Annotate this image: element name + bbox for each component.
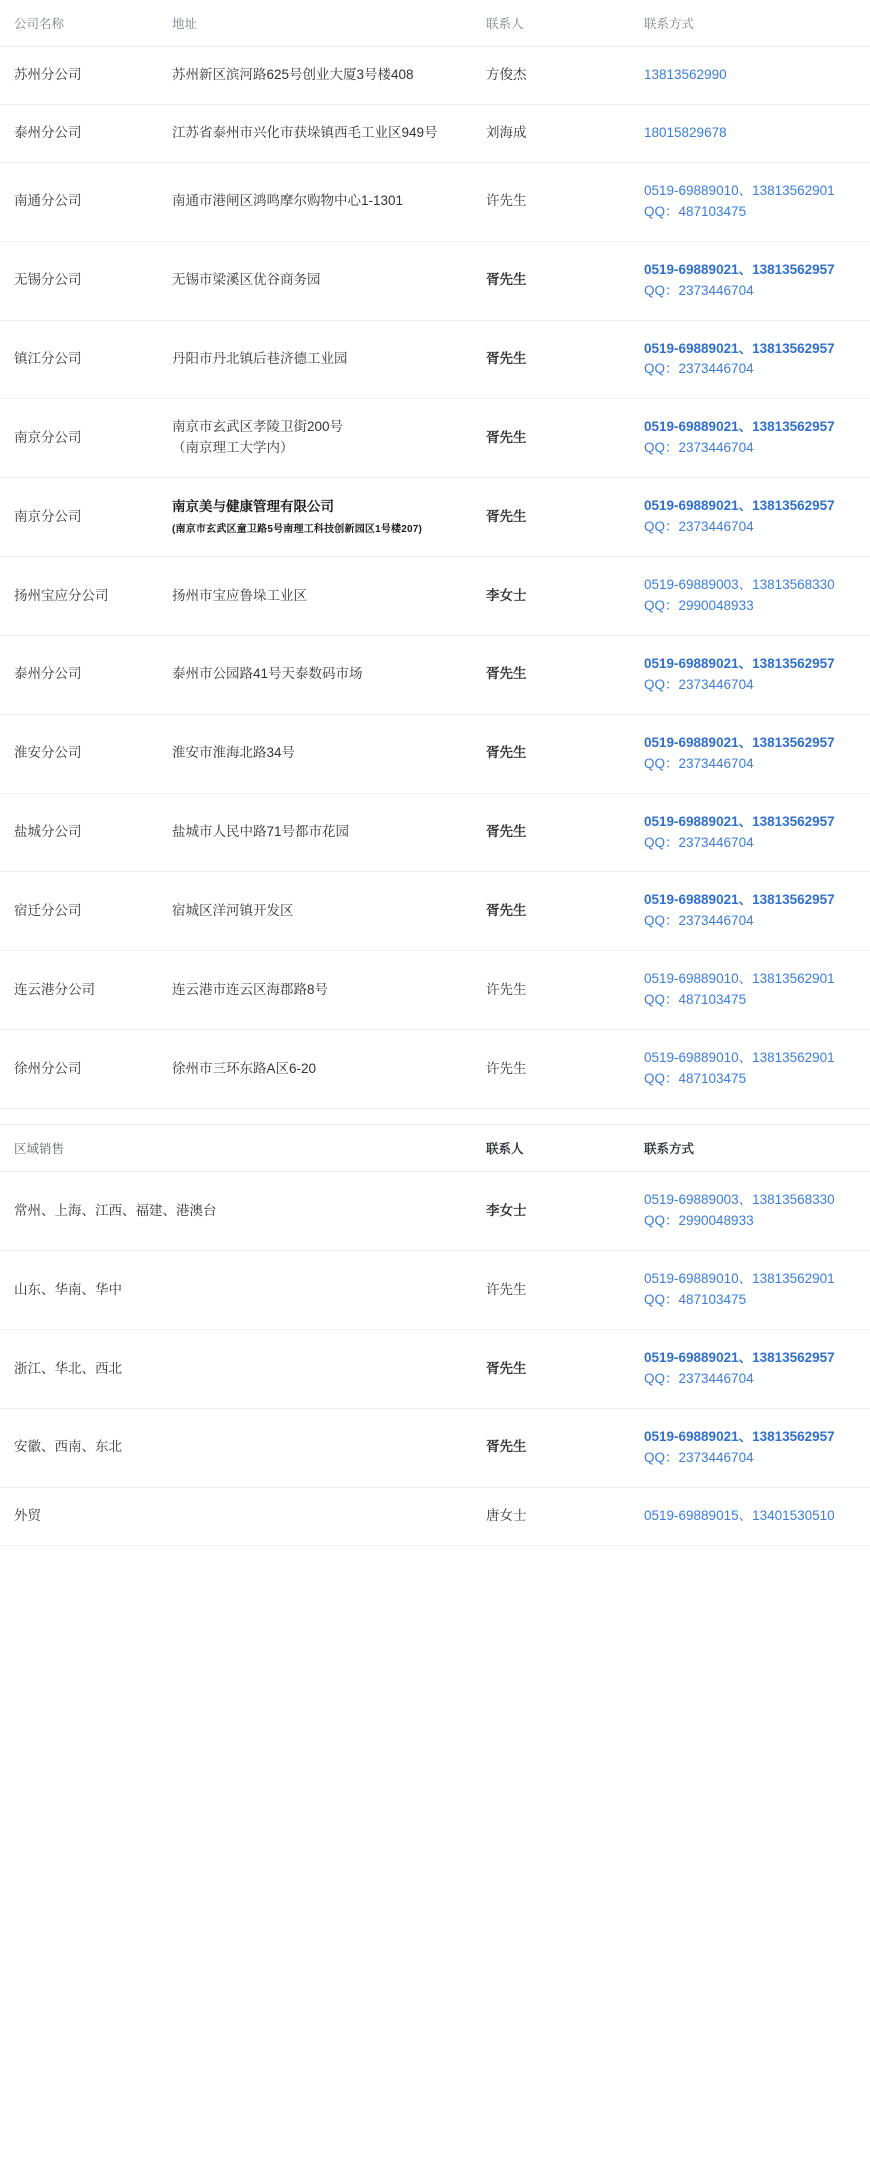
branch-table-body — [0, 47, 870, 1109]
contact-person: 许先生 — [474, 162, 632, 241]
table-row — [0, 714, 870, 793]
company-name: 泰州分公司 — [0, 635, 158, 714]
contact-person: 胥先生 — [474, 635, 632, 714]
company-address: 苏州新区滨河路625号创业大厦3号楼408 — [158, 47, 474, 105]
phone-numbers[interactable]: 0519-69889021、13813562957 — [644, 498, 835, 514]
contact-info[interactable] — [632, 635, 870, 714]
qq-number[interactable]: QQ：2373446704 — [644, 913, 754, 929]
phone-numbers[interactable]: 0519-69889003、13813568330 — [644, 577, 835, 593]
phone-numbers[interactable]: 0519-69889010、13813562901 — [644, 1050, 835, 1066]
contact-info[interactable] — [632, 1409, 870, 1488]
company-name: 连云港分公司 — [0, 951, 158, 1030]
contact-person: 方俊杰 — [474, 47, 632, 105]
company-name: 镇江分公司 — [0, 320, 158, 399]
company-name: 无锡分公司 — [0, 241, 158, 320]
header-region: 区域销售 — [0, 1125, 474, 1172]
phone-numbers[interactable]: 0519-69889021、13813562957 — [644, 340, 835, 356]
table-row — [0, 635, 870, 714]
company-address: 泰州市公园路41号天泰数码市场 — [158, 635, 474, 714]
phone-numbers[interactable]: 0519-69889021、13813562957 — [644, 261, 835, 277]
qq-number[interactable]: QQ：2373446704 — [644, 1371, 754, 1387]
address-line-2: （南京理工大学内） — [172, 440, 294, 456]
qq-number[interactable]: QQ：2373446704 — [644, 282, 754, 298]
contact-info[interactable] — [632, 714, 870, 793]
company-name: 南京分公司 — [0, 478, 158, 557]
contact-info[interactable] — [632, 399, 870, 478]
phone-numbers[interactable]: 0519-69889010、13813562901 — [644, 182, 835, 198]
table-row — [0, 478, 870, 557]
phone-numbers[interactable]: 0519-69889021、13813562957 — [644, 734, 835, 750]
qq-number[interactable]: QQ：2373446704 — [644, 1449, 754, 1465]
contact-person: 胥先生 — [474, 1409, 632, 1488]
header-address: 地址 — [158, 0, 474, 47]
contact-person: 许先生 — [474, 1030, 632, 1109]
contact-person: 胥先生 — [474, 320, 632, 399]
region-name: 常州、上海、江西、福建、港澳台 — [0, 1172, 474, 1251]
phone-numbers[interactable]: 0519-69889021、13813562957 — [644, 419, 835, 435]
contact-info[interactable] — [632, 951, 870, 1030]
table-row — [0, 47, 870, 105]
company-name: 徐州分公司 — [0, 1030, 158, 1109]
qq-number[interactable]: QQ：487103475 — [644, 992, 747, 1008]
region-table-body — [0, 1172, 870, 1545]
company-name: 淮安分公司 — [0, 714, 158, 793]
contact-info[interactable] — [632, 1487, 870, 1545]
qq-number[interactable]: QQ：487103475 — [644, 203, 747, 219]
phone-numbers[interactable]: 18015829678 — [644, 124, 727, 140]
header-company: 公司名称 — [0, 0, 158, 47]
contact-person: 李女士 — [474, 557, 632, 636]
phone-numbers[interactable]: 0519-69889021、13813562957 — [644, 655, 835, 671]
table-row — [0, 1251, 870, 1330]
table-row — [0, 320, 870, 399]
table-row — [0, 951, 870, 1030]
contact-person: 胥先生 — [474, 399, 632, 478]
qq-number[interactable]: QQ：487103475 — [644, 1292, 747, 1308]
table-row — [0, 557, 870, 636]
company-address: 无锡市梁溪区优谷商务园 — [158, 241, 474, 320]
contact-info[interactable] — [632, 47, 870, 105]
region-name: 外贸 — [0, 1487, 474, 1545]
company-address: 盐城市人民中路71号都市花园 — [158, 793, 474, 872]
section-gap-cell — [0, 1109, 870, 1125]
table-row — [0, 241, 870, 320]
table-row — [0, 162, 870, 241]
table-row — [0, 1030, 870, 1109]
qq-number[interactable]: QQ：2373446704 — [644, 440, 754, 456]
header-contact: 联系方式 — [632, 0, 870, 47]
contact-info[interactable] — [632, 320, 870, 399]
company-name: 盐城分公司 — [0, 793, 158, 872]
contact-person: 胥先生 — [474, 872, 632, 951]
company-address: 徐州市三环东路A区6-20 — [158, 1030, 474, 1109]
contact-person: 刘海成 — [474, 104, 632, 162]
table-row — [0, 1487, 870, 1545]
region-name: 安徽、西南、东北 — [0, 1409, 474, 1488]
company-name: 宿迁分公司 — [0, 872, 158, 951]
branch-table-header-row — [0, 0, 870, 47]
header-person: 联系人 — [474, 0, 632, 47]
table-row — [0, 1172, 870, 1251]
table-row — [0, 104, 870, 162]
region-name: 山东、华南、华中 — [0, 1251, 474, 1330]
contact-info[interactable] — [632, 104, 870, 162]
contact-person: 胥先生 — [474, 714, 632, 793]
contact-info[interactable] — [632, 557, 870, 636]
contact-person: 胥先生 — [474, 241, 632, 320]
region-name: 浙江、华北、西北 — [0, 1330, 474, 1409]
phone-numbers[interactable]: 0519-69889010、13813562901 — [644, 1271, 835, 1287]
company-address: 南京市玄武区孝陵卫街200号 （南京理工大学内） — [158, 399, 474, 478]
company-address: 宿城区洋河镇开发区 — [158, 872, 474, 951]
company-name: 扬州宝应分公司 — [0, 557, 158, 636]
table-row — [0, 1409, 870, 1488]
company-name: 泰州分公司 — [0, 104, 158, 162]
region-table-header-row — [0, 1125, 870, 1172]
phone-numbers[interactable]: 0519-69889015、13401530510 — [644, 1507, 835, 1523]
qq-number[interactable]: QQ：2373446704 — [644, 834, 754, 850]
qq-number[interactable]: QQ：2990048933 — [644, 597, 754, 613]
table-row — [0, 1330, 870, 1409]
qq-number[interactable]: QQ：2373446704 — [644, 676, 754, 692]
table-row — [0, 872, 870, 951]
company-address: 南通市港闸区鸿鸣摩尔购物中心1-1301 — [158, 162, 474, 241]
phone-numbers[interactable]: 13813562990 — [644, 67, 727, 82]
region-sales-table — [0, 1109, 870, 1546]
company-address: 连云港市连云区海郡路8号 — [158, 951, 474, 1030]
phone-numbers[interactable]: 0519-69889010、13813562901 — [644, 971, 835, 987]
contact-info[interactable] — [632, 1251, 870, 1330]
company-address: 扬州市宝应鲁垛工业区 — [158, 557, 474, 636]
phone-numbers[interactable]: 0519-69889021、13813562957 — [644, 1350, 835, 1366]
contact-person: 许先生 — [474, 1251, 632, 1330]
address-title: 南京美与健康管理有限公司 — [172, 498, 334, 514]
phone-numbers[interactable]: 0519-69889003、13813568330 — [644, 1192, 835, 1208]
contact-person: 唐女士 — [474, 1487, 632, 1545]
header-region-contact: 联系方式 — [632, 1125, 870, 1172]
phone-numbers[interactable]: 0519-69889021、13813562957 — [644, 813, 835, 829]
contact-info[interactable] — [632, 241, 870, 320]
section-gap — [0, 1109, 870, 1125]
phone-numbers[interactable]: 0519-69889021、13813562957 — [644, 1429, 835, 1444]
company-address: 江苏省泰州市兴化市获垛镇西毛工业区949号 — [158, 104, 474, 162]
address-subtitle: (南京市玄武区童卫路5号南理工科技创新园区1号楼207) — [172, 523, 423, 535]
company-address: 丹阳市丹北镇后巷济德工业园 — [158, 320, 474, 399]
qq-number[interactable]: QQ：2990048933 — [644, 1213, 754, 1229]
company-name: 南京分公司 — [0, 399, 158, 478]
company-name: 南通分公司 — [0, 162, 158, 241]
contact-info[interactable] — [632, 1172, 870, 1251]
phone-numbers[interactable]: 0519-69889021、13813562957 — [644, 892, 835, 908]
contact-info[interactable] — [632, 872, 870, 951]
company-name: 苏州分公司 — [0, 47, 158, 105]
qq-number[interactable]: QQ：2373446704 — [644, 519, 754, 535]
contact-info[interactable] — [632, 162, 870, 241]
qq-number[interactable]: QQ：2373446704 — [644, 755, 754, 771]
contact-info[interactable] — [632, 793, 870, 872]
contact-info[interactable] — [632, 1330, 870, 1409]
table-row — [0, 793, 870, 872]
contact-info[interactable] — [632, 1030, 870, 1109]
contact-person: 许先生 — [474, 951, 632, 1030]
table-row — [0, 399, 870, 478]
company-address: 淮安市淮海北路34号 — [158, 714, 474, 793]
company-address — [158, 478, 474, 557]
contact-person: 胥先生 — [474, 793, 632, 872]
contact-person: 胥先生 — [474, 1330, 632, 1409]
header-region-person: 联系人 — [474, 1125, 632, 1172]
contact-person: 李女士 — [474, 1172, 632, 1251]
qq-number[interactable]: QQ：487103475 — [644, 1071, 747, 1087]
qq-number[interactable]: QQ：2373446704 — [644, 361, 754, 377]
contact-person: 胥先生 — [474, 478, 632, 557]
contact-info[interactable] — [632, 478, 870, 557]
